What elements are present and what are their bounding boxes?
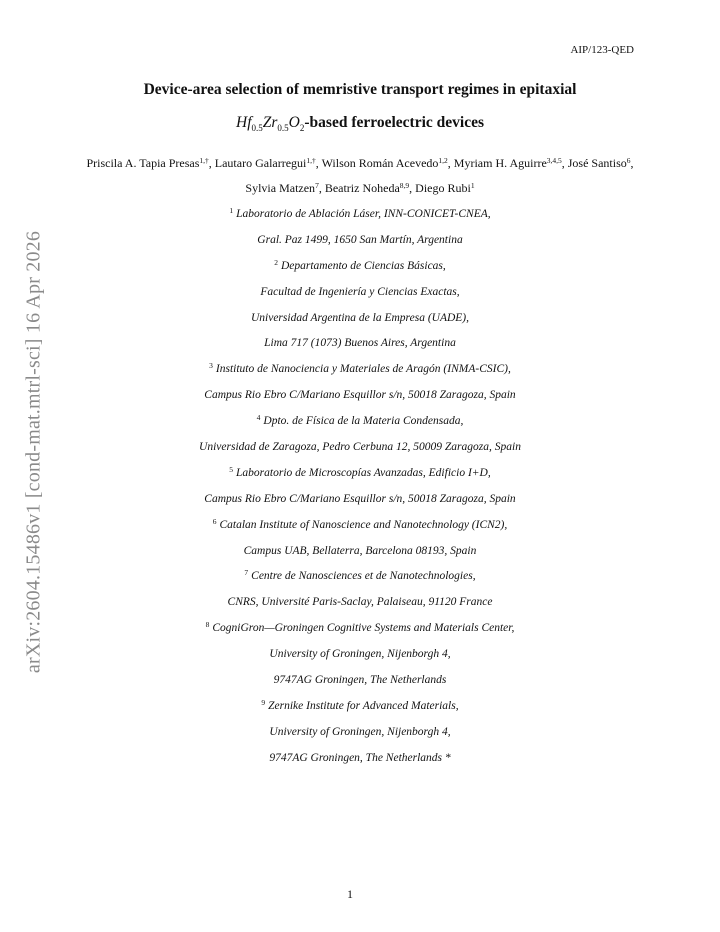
affiliation-line — [80, 331, 640, 357]
paper-title-line-2 — [0, 114, 720, 133]
affiliation-line — [80, 694, 640, 720]
affiliation-line — [80, 746, 640, 772]
affiliation-number: 7 — [244, 568, 249, 578]
affiliation-line — [80, 435, 640, 461]
author-name: Sylvia Matzen — [245, 181, 316, 195]
formula-hf: Hf — [236, 114, 252, 131]
affiliation-text: Instituto de Nanociencia y Materiales de Aragón (INMA-CSIC), — [215, 363, 511, 376]
report-id: AIP/123-QED — [570, 44, 634, 56]
affiliation-number: 2 — [274, 257, 278, 267]
affiliation-number: 4 — [256, 413, 261, 423]
affiliation-list — [80, 202, 640, 772]
author-separator: , — [318, 181, 325, 195]
affiliation-line — [80, 513, 640, 539]
author-list — [80, 151, 640, 201]
affiliation-number: 9 — [261, 697, 266, 707]
author-affiliation-mark: 7 — [315, 181, 319, 190]
author — [215, 156, 322, 170]
affiliation-text: Laboratorio de Microscopías Avanzadas, Edificio I+D, — [236, 466, 491, 479]
author-separator: , — [409, 181, 416, 195]
affiliation-text: Dpto. de Física de la Materia Condensada, — [263, 415, 464, 428]
affiliation-text: Universidad de Zaragoza, Pedro Cerbuna 12, 50009 Zaragoza, Spain — [199, 441, 521, 454]
affiliation-line — [80, 357, 640, 383]
affiliation-number: 6 — [212, 516, 217, 526]
affiliation-number: 8 — [205, 620, 210, 630]
author-separator: , — [447, 156, 454, 170]
affiliation-text: Facultad de Ingeniería y Ciencias Exactas, — [260, 285, 460, 298]
affiliation-line — [80, 539, 640, 565]
affiliation-text: Gral. Paz 1499, 1650 San Martín, Argentina — [257, 233, 463, 246]
affiliation-line — [80, 306, 640, 332]
author — [325, 181, 415, 195]
author-name: José Santiso — [567, 156, 627, 170]
author — [568, 156, 634, 170]
affiliation-number: 3 — [209, 361, 213, 371]
affiliation-line — [80, 487, 640, 513]
affiliation-text: Laboratorio de Ablación Láser, INN-CONICET-CNEA, — [236, 208, 491, 220]
affiliation-line — [80, 461, 640, 487]
affiliation-text: Campus Rio Ebro C/Mariano Esquillor s/n, 50018 Zaragoza, Spain — [204, 389, 516, 402]
author-affiliation-mark: 6 — [626, 156, 631, 165]
author-separator: , — [315, 156, 322, 170]
author-separator: , — [208, 156, 215, 170]
affiliation-line — [80, 228, 640, 254]
formula-o-subscript: 2 — [299, 123, 305, 134]
paper-title-line-1: Device-area selection of memristive transport regimes in epitaxial — [143, 81, 577, 98]
author-name: Wilson Román Acevedo — [321, 156, 439, 170]
affiliation-line — [80, 616, 640, 642]
affiliation-text: 9747AG Groningen, The Netherlands — [273, 674, 447, 687]
author — [454, 156, 568, 170]
affiliation-text: University of Groningen, Nijenborgh 4, — [269, 725, 451, 738]
affiliation-text: Campus UAB, Bellaterra, Barcelona 08193, Spain — [243, 544, 477, 557]
affiliation-text: Departamento de Ciencias Básicas, — [280, 259, 446, 272]
author — [322, 156, 454, 170]
affiliation-line — [80, 564, 640, 590]
author-affiliation-mark: 1 — [470, 181, 475, 190]
formula-hf-subscript: 0.5 — [251, 123, 263, 134]
formula-zr: Zr — [262, 114, 278, 131]
page-number: 1 — [347, 887, 353, 901]
author-name: Myriam H. Aguirre — [453, 156, 547, 170]
affiliation-text: University of Groningen, Nijenborgh 4, — [269, 648, 451, 661]
affiliation-line — [80, 720, 640, 746]
affiliation-text: Campus Rio Ebro C/Mariano Esquillor s/n, 50018 Zaragoza, Spain — [204, 492, 516, 505]
affiliation-line — [80, 202, 640, 228]
affiliation-text: 9747AG Groningen, The Netherlands * — [269, 751, 451, 764]
affiliation-line — [80, 280, 640, 306]
affiliation-text: Universidad Argentina de la Empresa (UADE), — [250, 311, 470, 324]
affiliation-text: CNRS, Université Paris-Saclay, Palaiseau, 91120 France — [227, 596, 493, 609]
author-separator: , — [561, 156, 568, 170]
author-affiliation-mark: 1,† — [199, 156, 209, 165]
author-name: Lautaro Galarregui — [214, 156, 307, 170]
author-name: Diego Rubi — [415, 181, 471, 195]
arxiv-identifier-stamp[interactable]: arXiv:2604.15486v1 [cond-mat.mtrl-sci] 16 Apr 2026 — [22, 230, 45, 674]
author-affiliation-mark: 1,2 — [438, 156, 448, 165]
affiliation-line — [80, 668, 640, 694]
affiliation-text: Lima 717 (1073) Buenos Aires, Argentina — [264, 337, 456, 350]
author — [86, 156, 214, 170]
affiliation-text: Centre de Nanosciences et de Nanotechnologies, — [251, 570, 476, 583]
affiliation-number: 5 — [229, 464, 234, 474]
affiliation-number: 1 — [229, 206, 234, 215]
affiliation-line — [80, 590, 640, 616]
author-affiliation-mark: 1,† — [306, 156, 316, 165]
author — [415, 181, 474, 195]
affiliation-text: Catalan Institute of Nanoscience and Nanotechnology (ICN2), — [219, 518, 508, 531]
affiliation-line — [80, 254, 640, 280]
author-name: Beatriz Noheda — [324, 181, 400, 195]
author-name: Priscila A. Tapia Presas — [86, 156, 200, 170]
formula-o: O — [288, 114, 300, 131]
affiliation-text: CogniGron—Groningen Cognitive Systems and Materials Center, — [212, 622, 515, 635]
author-affiliation-mark: 3,4,5 — [546, 156, 562, 165]
title-suffix: -based ferroelectric devices — [304, 114, 484, 131]
affiliation-text: Zernike Institute for Advanced Materials, — [268, 699, 459, 712]
author-affiliation-mark: 8,9 — [399, 181, 410, 190]
formula-zr-subscript: 0.5 — [277, 123, 289, 134]
affiliation-line — [80, 642, 640, 668]
author — [245, 181, 324, 195]
author-separator: , — [630, 156, 634, 170]
affiliation-line — [80, 383, 640, 409]
affiliation-line — [80, 409, 640, 435]
